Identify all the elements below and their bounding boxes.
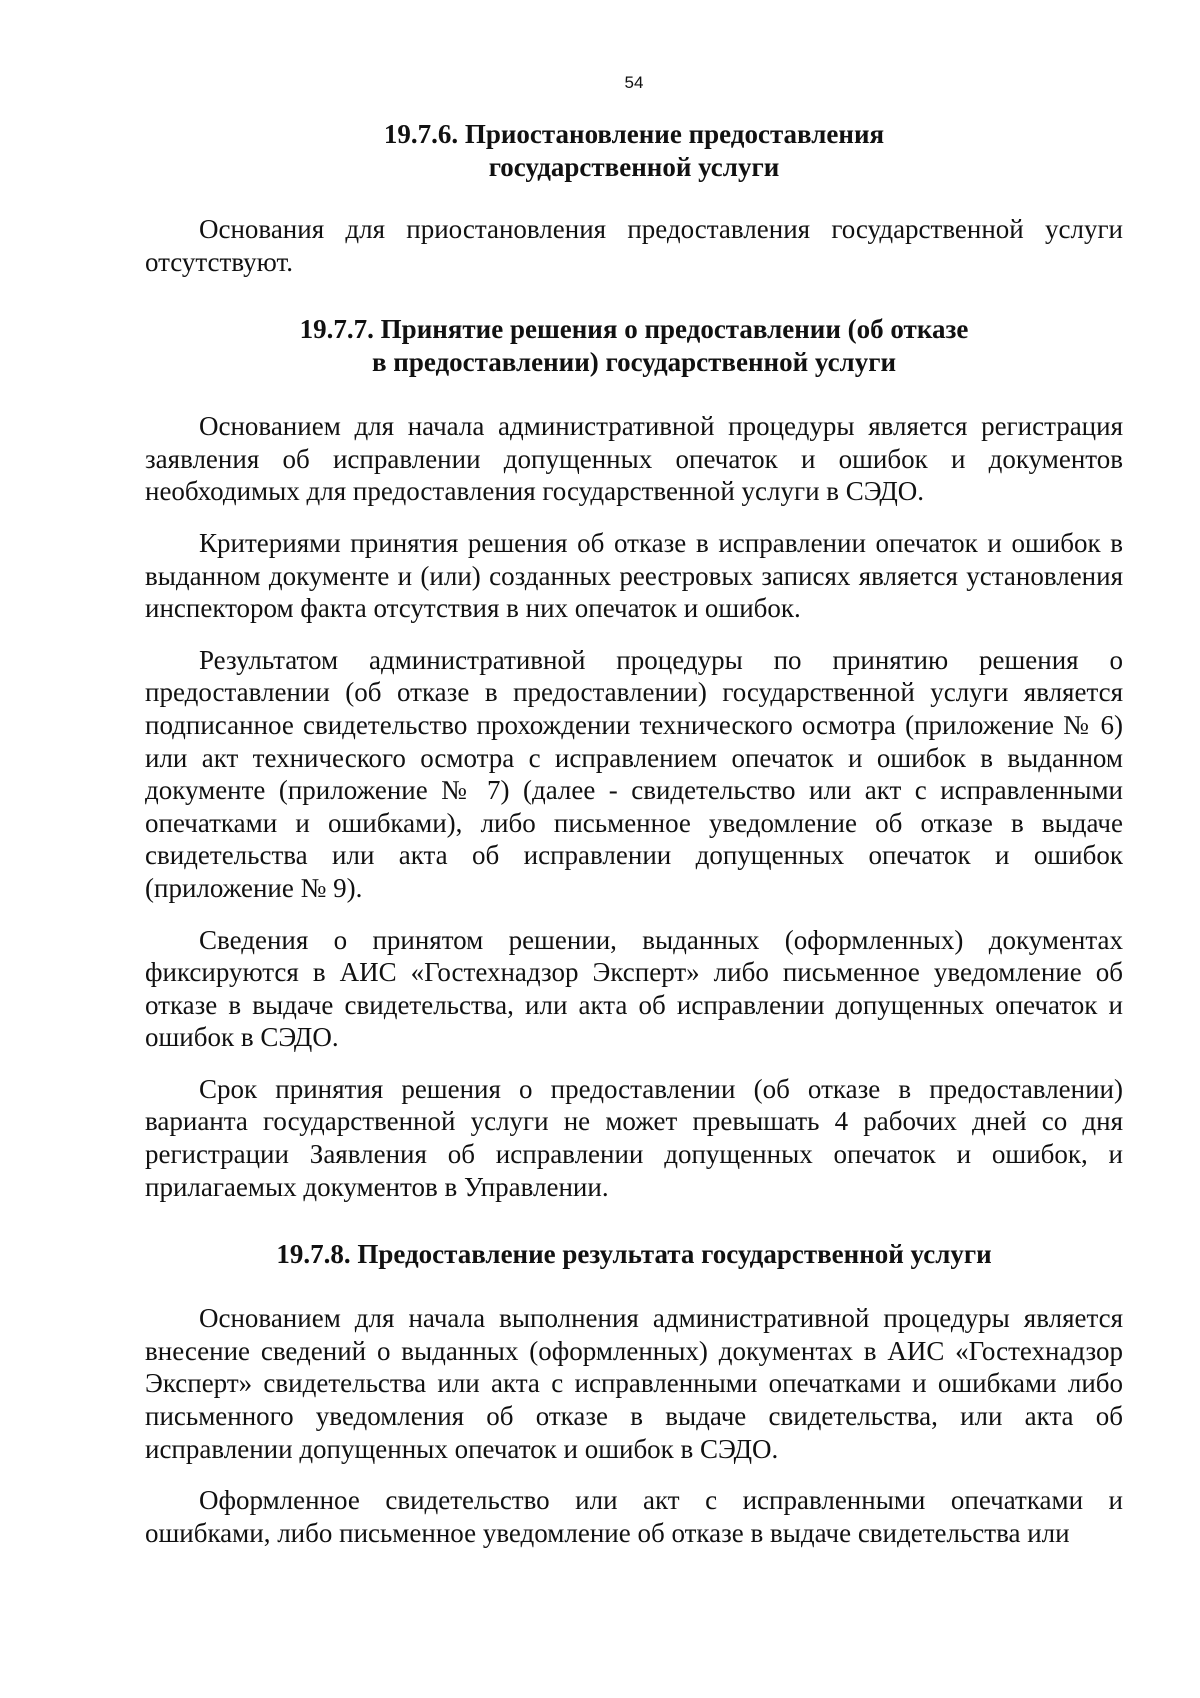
paragraph: Критериями принятия решения об отказе в исправлении опечаток и ошибок в выданном документе и (или) созданных реестровых записях является установления инспектором факта отсутствия в них опечаток и ошибок. (145, 527, 1123, 624)
paragraph: Срок принятия решения о предоставлении (об отказе в предоставлении) варианта государственной услуги не может превышать 4 рабочих дней со дня регистрации Заявления об исправлении допущенных опечаток и ошибок, и прилагаемых документов в Управлении. (145, 1073, 1123, 1202)
heading-line: государственной услуги (488, 152, 780, 182)
paragraph: Сведения о принятом решении, выданных (оформленных) документах фиксируются в АИС «Гостехнадзор Эксперт» либо письменное уведомление об отказе в выдаче свидетельства, или акта об исправлении допущенных опечаток и ошибок в СЭДО. (145, 924, 1123, 1053)
document-page (145, 60, 1123, 1549)
paragraph: Основанием для начала административной процедуры является регистрация заявления об исправлении допущенных опечаток и ошибок и документов необходимых для предоставления государственной услуги в СЭДО. (145, 411, 1123, 507)
heading-line: 19.7.7. Принятие решения о предоставлении (об отказе (299, 314, 969, 345)
heading-line: 19.7.6. Приостановление предоставления (383, 119, 885, 149)
section-heading-19-7-7 (145, 313, 1123, 379)
page-number: 54 (624, 73, 644, 92)
paragraph: Основания для приостановления предоставления государственной услуги отсутствуют. (145, 214, 1123, 277)
heading-line: 19.7.8. Предоставление результата государственной услуги (276, 1239, 992, 1270)
paragraph: Основанием для начала выполнения административной процедуры является внесение сведений о выданных (оформленных) документах в АИС «Гостехнадзор Эксперт» свидетельства или акта с исправленными опечатками и ошибками либо письменного уведомления об отказе в выдаче свидетельства, или акта об исправлении допущенных опечаток и ошибок в СЭДО. (145, 1303, 1123, 1464)
section-heading-19-7-6 (145, 118, 1123, 184)
paragraph: Результатом административной процедуры по принятию решения о предоставлении (об отказе в предоставлении) государственной услуги является подписанное свидетельство прохождении технического осмотра (приложение № 6) или акт технического осмотра с исправлением опечаток и ошибок в выданном документе (приложение № 7) (далее - свидетельство или акт с исправленными опечатками и ошибками), либо письменное уведомление об отказе в выдаче свидетельства или акта об исправлении допущенных опечаток и ошибок (приложение № 9). (145, 644, 1123, 903)
heading-line: в предоставлении) государственной услуги (371, 347, 897, 378)
paragraph: Оформленное свидетельство или акт с исправленными опечатками и ошибками, либо письменное уведомление об отказе в выдаче свидетельства или (145, 1485, 1123, 1548)
section-heading-19-7-8 (145, 1238, 1123, 1271)
